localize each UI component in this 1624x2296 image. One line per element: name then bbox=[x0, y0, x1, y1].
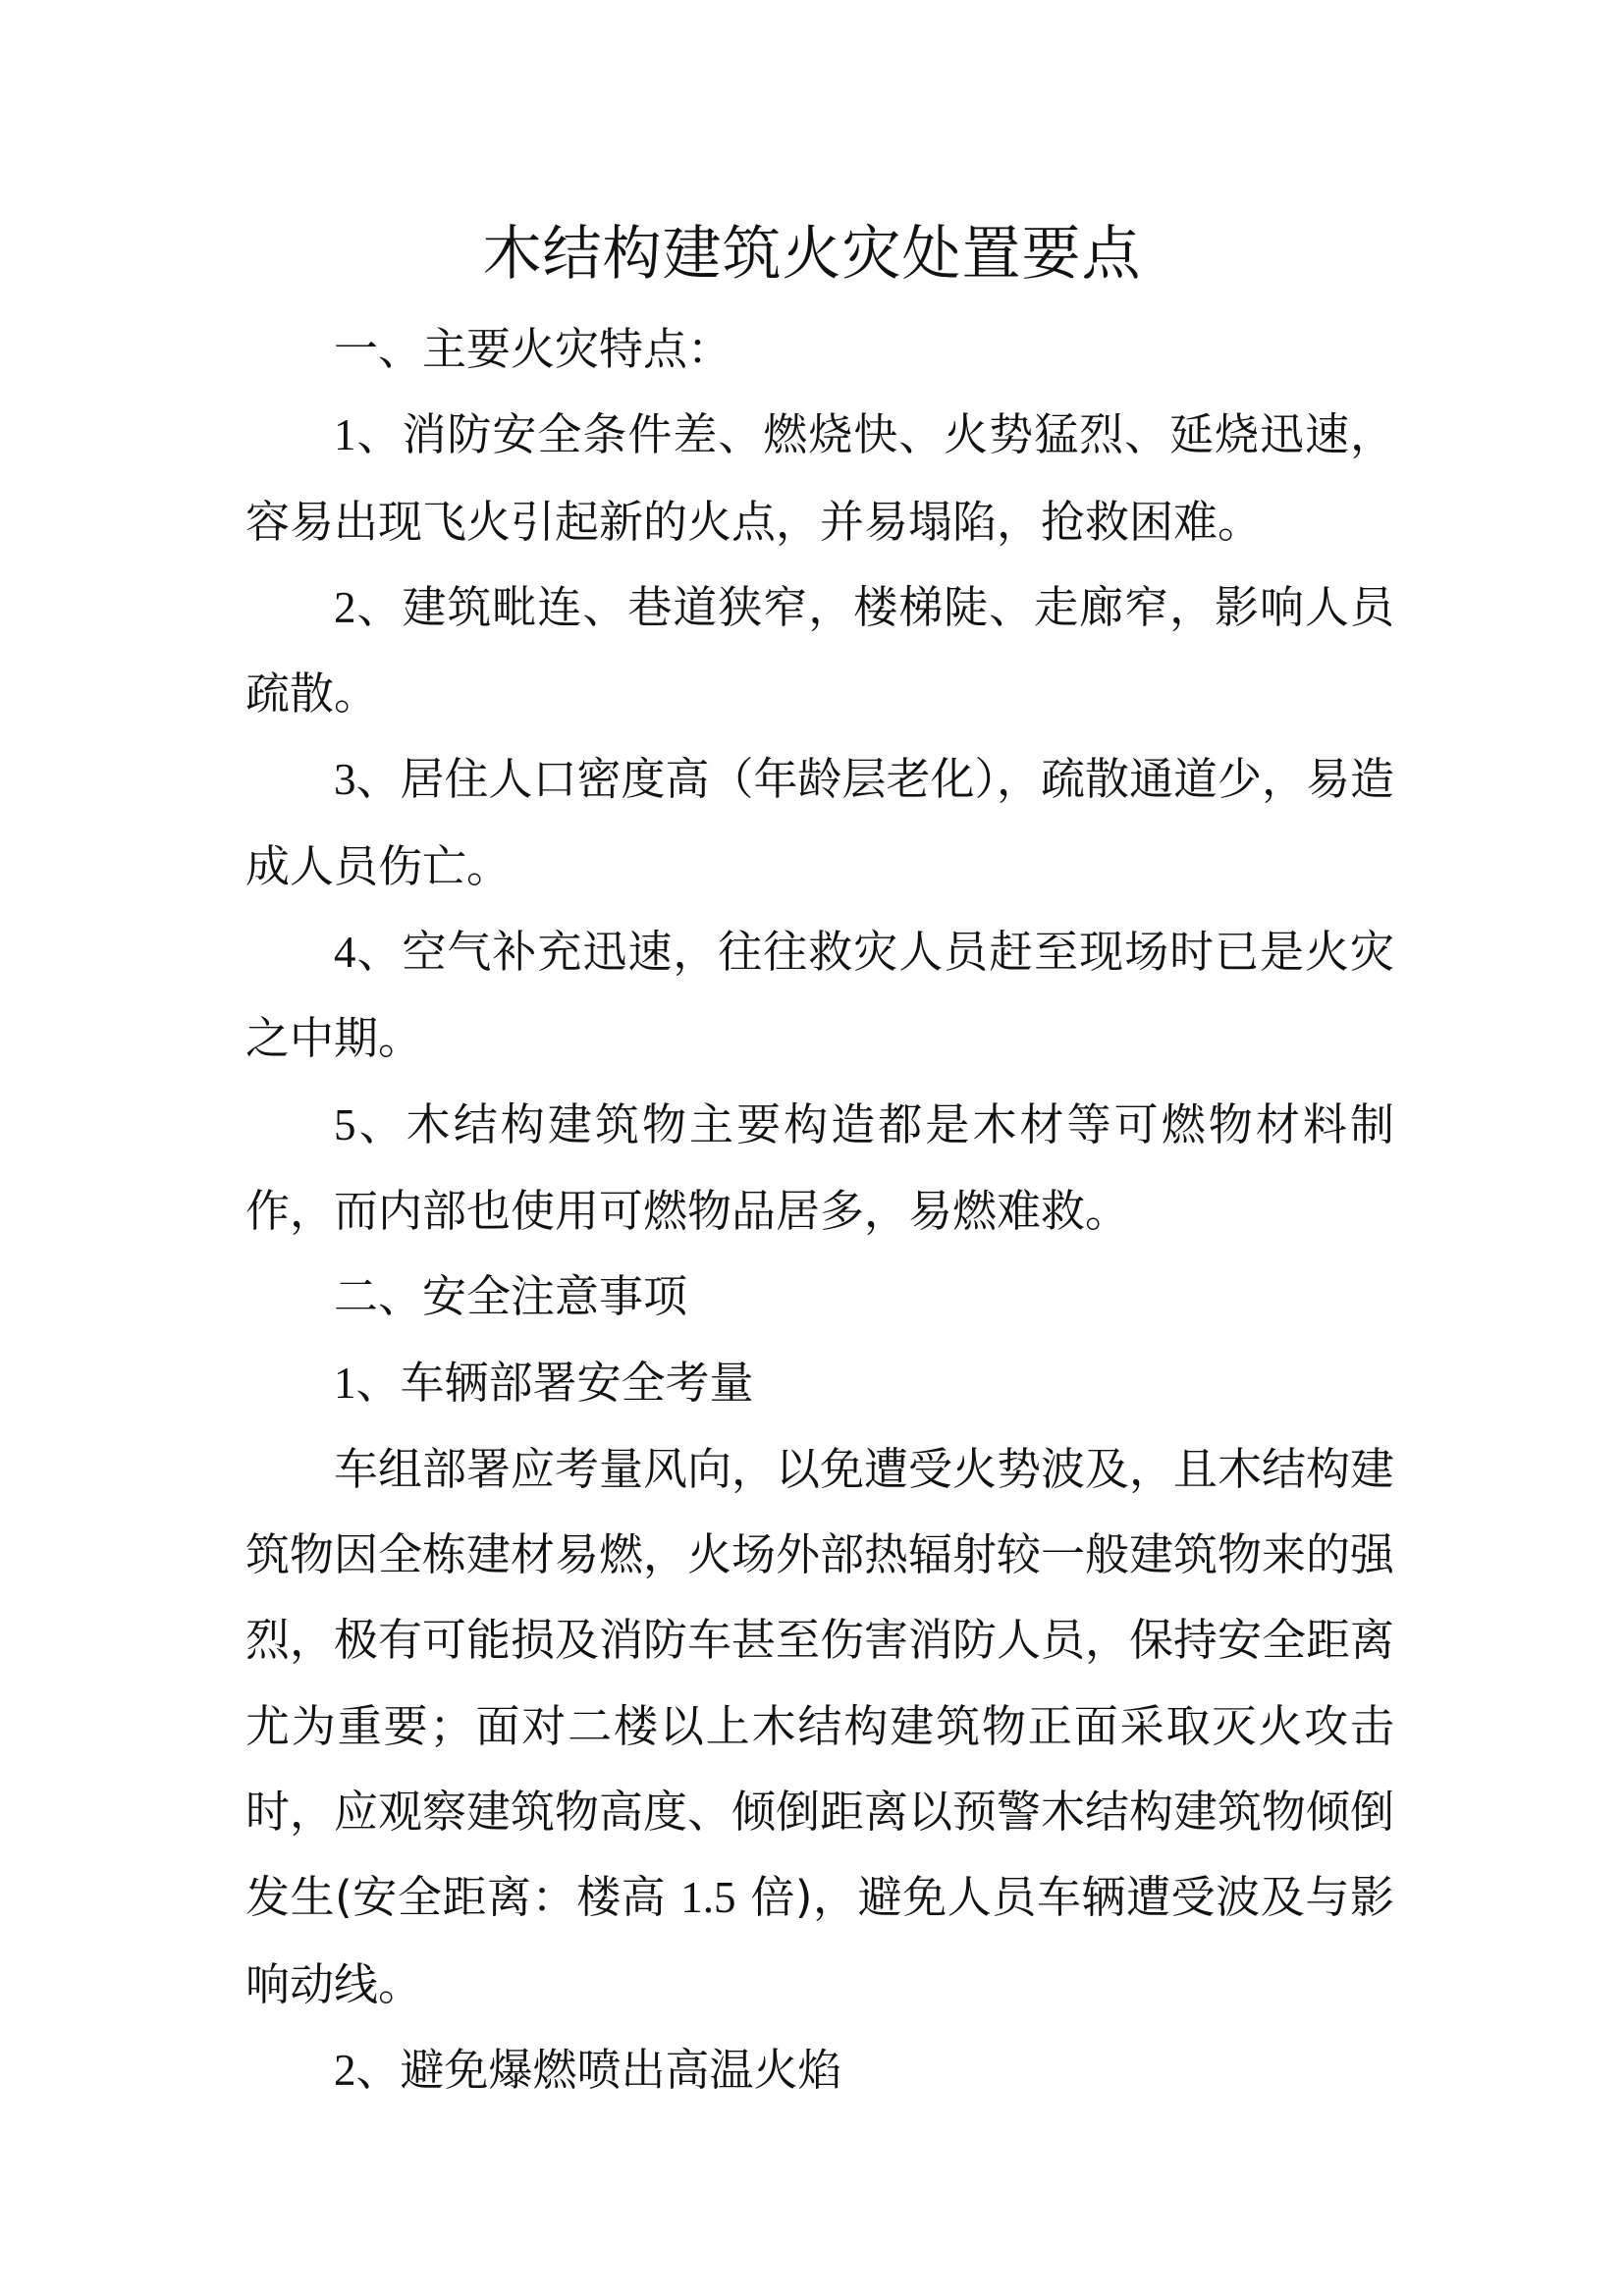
item-number: 2 bbox=[334, 2045, 356, 2095]
paragraph-vehicle-deployment bbox=[245, 1426, 1394, 2027]
list-item bbox=[245, 909, 1394, 1082]
list-item bbox=[245, 736, 1394, 909]
item-number: 3 bbox=[334, 755, 356, 805]
document-title: 木结构建筑火灾处置要点 bbox=[482, 220, 1142, 289]
item-number: 1 bbox=[334, 1358, 356, 1408]
item-text: 、居住人口密度高（年龄层老化），疏散通道少，易造成人员伤亡。 bbox=[245, 753, 1395, 892]
paragraph-text: 车组部署应考量风向，以免遭受火势波及，且木结构建筑物因全栋建材易燃，火场外部热辐射较一般建筑物来的强烈，极有可能损及消防车甚至伤害消防人员，保持安全距离尤为重要；面对二楼以上木结构建筑物正面采取灭火攻击时，应观察建筑物高度、倾倒距离以预警木结构建筑物倾倒发生(安全距离：楼高 bbox=[245, 1442, 1395, 1924]
document-body bbox=[245, 306, 1394, 2113]
item-number: 1 bbox=[334, 410, 356, 460]
list-item bbox=[245, 1082, 1394, 1255]
list-item bbox=[245, 392, 1394, 564]
subheading-avoid-flashover bbox=[245, 2027, 1394, 2113]
item-text: 、消防安全条件差、燃烧快、火势猛烈、延烧迅速，容易出现飞火引起新的火点，并易塌陷，抢救困难。 bbox=[245, 408, 1394, 548]
item-number: 4 bbox=[334, 928, 356, 978]
list-item bbox=[245, 564, 1394, 737]
item-text: 、空气补充迅速，往往救灾人员赶至现场时已是火灾之中期。 bbox=[245, 926, 1394, 1065]
subheading-vehicle-deployment bbox=[245, 1340, 1394, 1426]
item-text: 、木结构建筑物主要构造都是木材等可燃物材料制作，而内部也使用可燃物品居多，易燃难救。 bbox=[245, 1097, 1394, 1237]
section-heading-fire-characteristics: 一、主要火灾特点： bbox=[334, 323, 732, 375]
item-text: 、避免爆燃喷出高温火焰 bbox=[355, 2043, 842, 2096]
item-number: 2 bbox=[334, 582, 356, 632]
paragraph-text: 倍)，避免人员车辆遭受波及与影响动线。 bbox=[245, 1871, 1394, 2010]
item-number: 5 bbox=[334, 1099, 356, 1149]
safety-distance-number: 1.5 bbox=[680, 1873, 736, 1923]
item-text: 、车辆部署安全考量 bbox=[355, 1356, 754, 1409]
item-text: 、建筑毗连、巷道狭窄，楼梯陡、走廊窄，影响人员疏散。 bbox=[245, 580, 1394, 721]
section-heading-safety-notes: 二、安全注意事项 bbox=[334, 1270, 688, 1323]
